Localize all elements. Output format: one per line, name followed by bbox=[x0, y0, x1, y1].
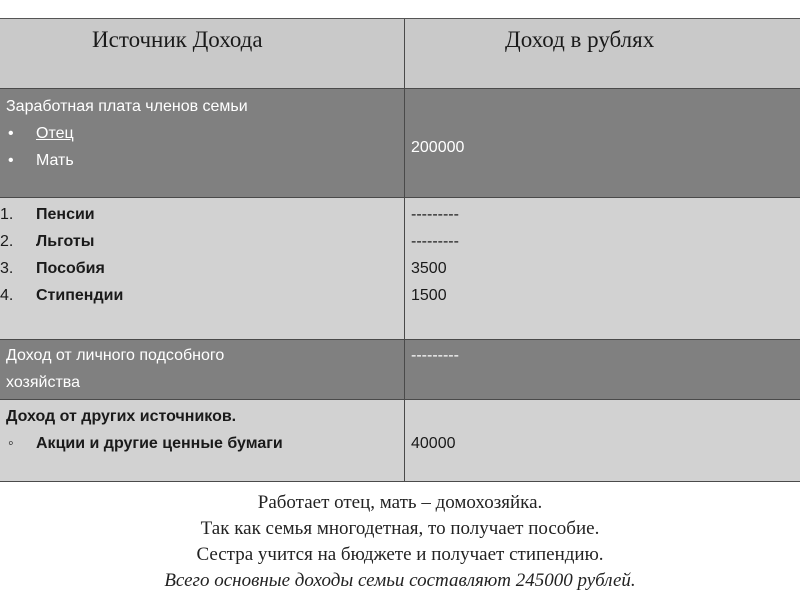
household-source-cell bbox=[0, 340, 404, 399]
benefits-values bbox=[411, 201, 459, 309]
caption-line-2: Так как семья многодетная, то получает пособие. bbox=[200, 518, 600, 539]
bullet-icon: • bbox=[8, 125, 14, 142]
table-header-row bbox=[0, 18, 800, 88]
salary-item-mother: Мать bbox=[36, 152, 74, 169]
household-title-line1: Доход от личного подсобного bbox=[6, 347, 225, 364]
benefit-value: --------- bbox=[411, 206, 459, 223]
benefits-list bbox=[0, 201, 123, 309]
list-item bbox=[0, 228, 123, 255]
household-title-line2: хозяйства bbox=[6, 374, 81, 391]
table-row-other bbox=[0, 399, 800, 482]
header-income-label: Доход в рублях bbox=[505, 27, 655, 52]
benefit-label: Льготы bbox=[36, 233, 95, 250]
circle-bullet-icon: ◦ bbox=[8, 435, 14, 452]
caption-line-3: Сестра учится на бюджете и получает стипендию. bbox=[196, 544, 604, 565]
list-number: 1. bbox=[0, 206, 14, 223]
benefit-label: Пенсии bbox=[36, 206, 95, 223]
list-number: 3. bbox=[0, 260, 14, 277]
caption-line-4: Всего основные доходы семьи составляют 245000 рублей. bbox=[164, 570, 636, 591]
other-list bbox=[8, 430, 283, 457]
salary-value: 200000 bbox=[411, 139, 465, 156]
table-row-salary bbox=[0, 88, 800, 197]
benefits-source-cell bbox=[0, 198, 404, 339]
benefits-value-cell bbox=[404, 198, 800, 339]
header-cell-source bbox=[0, 19, 404, 88]
benefit-value: --------- bbox=[411, 233, 459, 250]
other-source-cell bbox=[0, 400, 404, 481]
other-value: 40000 bbox=[411, 435, 456, 452]
household-title bbox=[6, 342, 224, 396]
bullet-icon: • bbox=[8, 152, 14, 169]
benefit-value: 3500 bbox=[411, 260, 447, 277]
income-table bbox=[0, 18, 800, 482]
table-row-benefits bbox=[0, 197, 800, 339]
list-item bbox=[8, 147, 74, 174]
list-number: 2. bbox=[0, 233, 14, 250]
header-source-label: Источник Дохода bbox=[92, 27, 263, 52]
salary-list bbox=[8, 120, 74, 174]
benefit-label: Стипендии bbox=[36, 287, 124, 304]
list-item bbox=[0, 201, 123, 228]
benefit-value: 1500 bbox=[411, 287, 447, 304]
salary-value-cell bbox=[404, 89, 800, 197]
benefit-label: Пособия bbox=[36, 260, 105, 277]
list-item bbox=[8, 120, 74, 147]
header-cell-income bbox=[404, 19, 800, 88]
other-item-stocks: Акции и другие ценные бумаги bbox=[36, 435, 283, 452]
list-item bbox=[8, 430, 283, 457]
list-item bbox=[0, 255, 123, 282]
household-value-cell bbox=[404, 340, 800, 399]
other-title: Доход от других источников. bbox=[6, 408, 237, 425]
other-value-cell bbox=[404, 400, 800, 481]
household-value: --------- bbox=[411, 347, 459, 364]
list-number: 4. bbox=[0, 287, 14, 304]
table-row-household bbox=[0, 339, 800, 399]
salary-item-father: Отец bbox=[36, 125, 74, 142]
salary-source-cell bbox=[0, 89, 404, 197]
salary-title: Заработная плата членов семьи bbox=[6, 98, 248, 115]
list-item bbox=[0, 282, 123, 309]
caption-line-1: Работает отец, мать – домохозяйка. bbox=[257, 492, 543, 513]
